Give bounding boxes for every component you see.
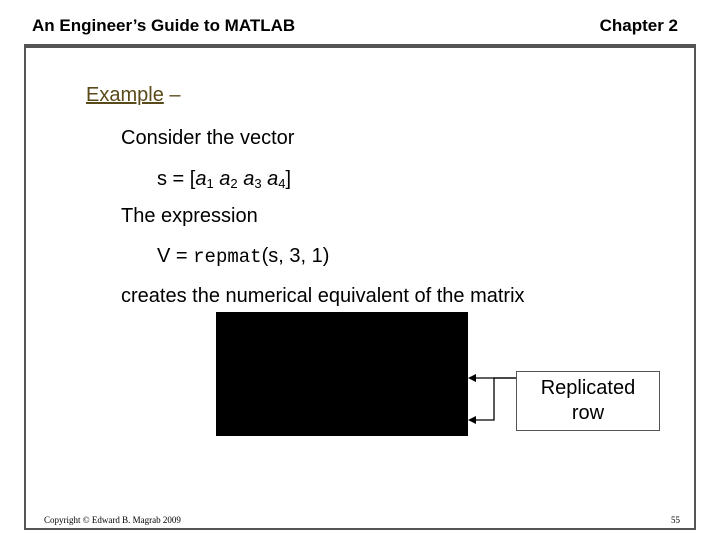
- vector-term-sub: 1: [206, 176, 214, 191]
- vector-lhs: s = [: [157, 168, 196, 190]
- expression-code: [157, 245, 329, 268]
- callout-line2: row: [571, 402, 605, 424]
- replicated-row-arrows: [460, 368, 520, 428]
- vector-term-sub: 2: [230, 176, 238, 191]
- callout-line1: Replicated: [540, 377, 636, 399]
- vector-term-sub: 3: [254, 176, 262, 191]
- consider-text: Consider the vector: [121, 127, 295, 149]
- header-title: An Engineer’s Guide to MATLAB: [32, 16, 296, 35]
- expr-func: repmat: [193, 246, 262, 268]
- vector-term-sub: 4: [278, 176, 286, 191]
- replicated-row-callout: [516, 371, 660, 431]
- vector-term-var: a: [267, 168, 279, 190]
- example-dash: –: [169, 84, 181, 106]
- creates-text: creates the numerical equivalent of the matrix: [121, 285, 525, 307]
- header-chapter: Chapter 2: [599, 16, 678, 35]
- matrix-image: [216, 312, 468, 436]
- footer-page-number: 55: [671, 515, 680, 525]
- expr-lhs: V =: [157, 245, 194, 267]
- footer-copyright: Copyright © Edward B. Magrab 2009: [44, 515, 181, 525]
- vector-term-var: a: [219, 168, 231, 190]
- vector-term-var: a: [243, 168, 255, 190]
- vector-definition: [157, 168, 291, 191]
- vector-close: ]: [285, 168, 292, 190]
- expr-args: (s, 3, 1): [261, 245, 330, 267]
- expression-label: The expression: [121, 205, 258, 227]
- example-heading: [86, 84, 181, 107]
- vector-term-var: a: [195, 168, 207, 190]
- example-label: Example: [86, 84, 164, 106]
